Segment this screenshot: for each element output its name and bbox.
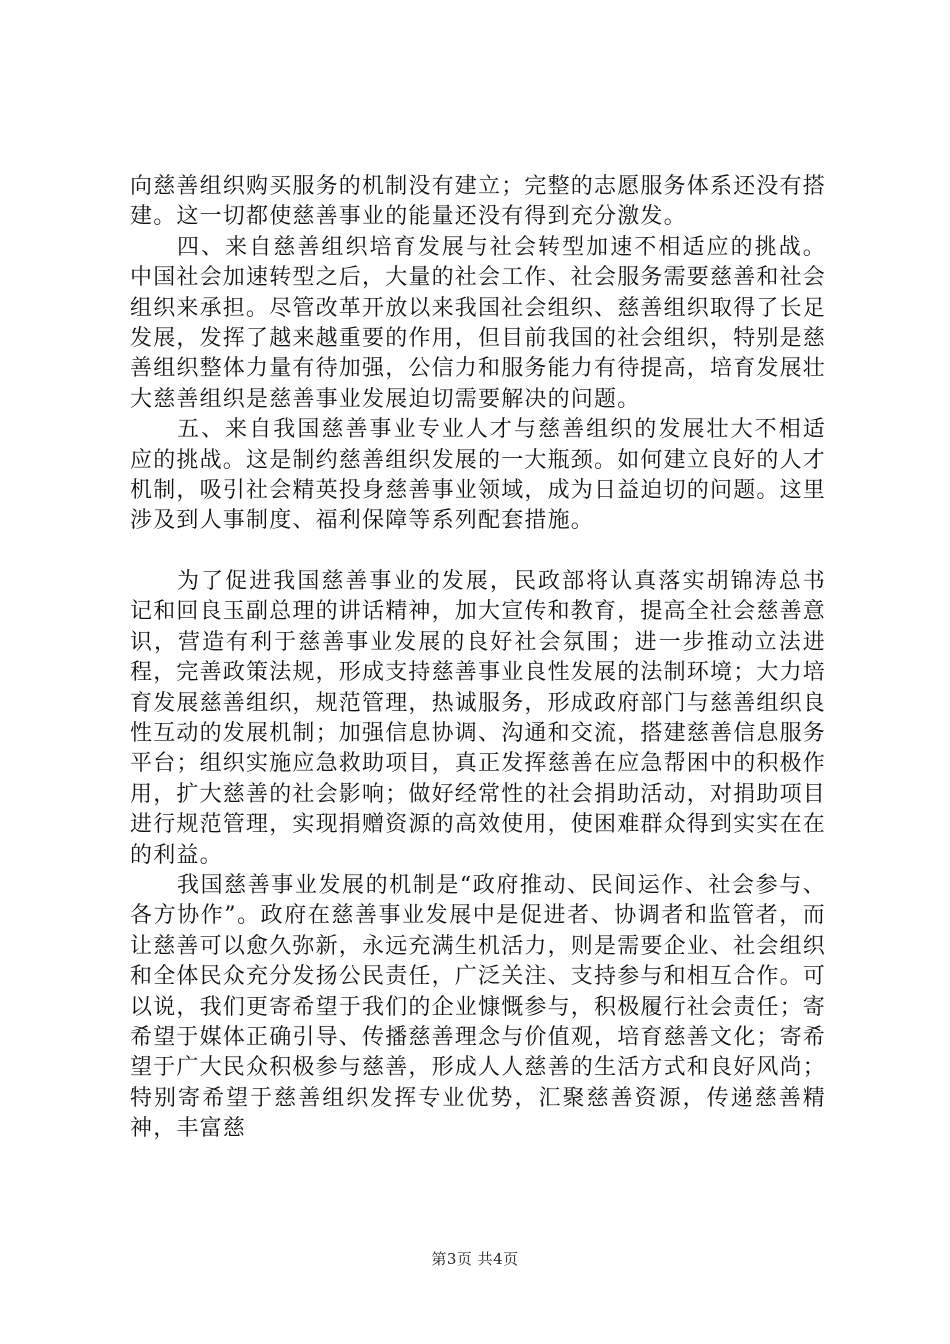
page-number-footer: 第3页 共4页 <box>431 1250 519 1268</box>
document-body <box>130 172 826 1145</box>
paragraph-ministry-measures: 为了促进我国慈善事业的发展，民政部将认真落实胡锦涛总书记和回良玉副总理的讲话精神，加大宣传和教育，提高全社会慈善意识，营造有利于慈善事业发展的良好社会氛围；进一步推动立法进程，完善政策法规，形成支持慈善事业良性发展的法制环境；大力培育发展慈善组织，规范管理，热诚服务，形成政府部门与慈善组织良性互动的发展机制；加强信息协调、沟通和交流，搭建慈善信息服务平台；组织实施应急救助项目，真正发挥慈善在应急帮困中的积极作用，扩大慈善的社会影响；做好经常性的社会捐助活动，对捐助项目进行规范管理，实现捐赠资源的高效使用，使困难群众得到实实在在的利益。 <box>130 568 827 868</box>
paragraph-challenge-four: 四、来自慈善组织培育发展与社会转型加速不相适应的挑战。中国社会加速转型之后，大量的社会工作、社会服务需要慈善和社会组织来承担。尽管改革开放以来我国社会组织、慈善组织取得了长足发展，发挥了越来越重要的作用，但目前我国的社会组织，特别是慈善组织整体力量有待加强，公信力和服务能力有待提高，培育发展壮大慈善组织是慈善事业发展迫切需要解决的问题。 <box>130 234 827 412</box>
paragraph-charity-mechanism: 我国慈善事业发展的机制是“政府推动、民间运作、社会参与、各方协作”。政府在慈善事业发展中是促进者、协调者和监管者，而让慈善可以愈久弥新，永远充满生机活力，则是需要企业、社会组织和全体民众充分发扬公民责任，广泛关注、支持参与和相互合作。可以说，我们更寄希望于我们的企业慷慨参与，积极履行社会责任；寄希望于媒体正确引导、传播慈善理念与价值观，培育慈善文化；寄希望于广大民众积极参与慈善，形成人人慈善的生活方式和良好风尚；特别寄希望于慈善组织发挥专业优势，汇聚慈善资源，传递慈善精神，丰富慈 <box>130 872 827 1142</box>
paragraph-challenge-five: 五、来自我国慈善事业专业人才与慈善组织的发展壮大不相适应的挑战。这是制约慈善组织发展的一大瓶颈。如何建立良好的人才机制，吸引社会精英投身慈善事业领域，成为日益迫切的问题。这里涉及到人事制度、福利保障等系列配套措施。 <box>130 417 827 534</box>
paragraph-continuation: 向慈善组织购买服务的机制没有建立；完整的志愿服务体系还没有搭建。这一切都使慈善事业的能量还没有得到充分激发。 <box>130 174 827 230</box>
paragraph-spacer <box>130 537 826 567</box>
